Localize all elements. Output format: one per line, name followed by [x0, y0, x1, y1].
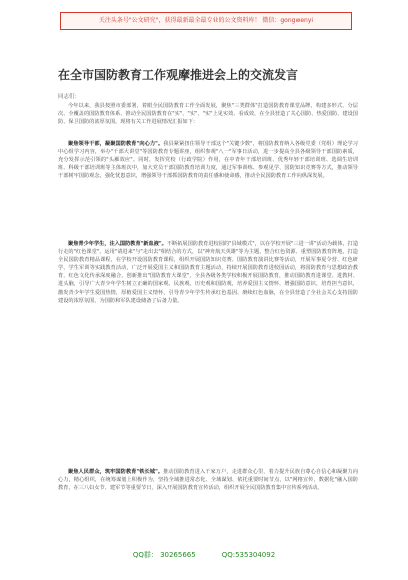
- qq-text: QQ:535304092: [221, 551, 276, 559]
- contact-footer: [0, 548, 408, 562]
- document-title: 在全市国防教育工作观摩推进会上的交流发言: [58, 68, 299, 82]
- paragraph-intro: [58, 102, 358, 126]
- promo-banner: 关注头条号"公文研究"，获得最新最全最专业的公文资料库！ 微信：gongwenyi: [60, 12, 352, 30]
- paragraph-lead: 聚焦人民群众，筑牢国防教育"铁长城"。: [68, 469, 164, 475]
- paragraph-students: [58, 240, 358, 305]
- paragraph-text: 不断拓展国防教育进校园的"县域模式"，以在学校开展"三进一讲"活动为载体，打造行走的"红色课堂"，运用"请进来"与"走出去"相结合的方式，以"神舟航天英雄"等为主题，整合红色资源、重塑国防教育阵地，打造全民国防教育精品课程，在学校开设国防教育课程，组织开展国防知识竞赛、国防教育演讲比赛等活动，开展军事夏令营、红色研学、学生军训等实践教育活动，广泛开展爱国主义和国防教育主题活动，持续开展国防教育进校园活动，将国防教育与思想政治教育、红色文化传承深度融合，创新推出"国防教育大课堂"，全县各级各类学校积极开展国防教育，推动国防教育进课堂、进教材、进头脑，引导广大青少年学生树立正确的国家观、民族观、历史观和国防观，培养爱国主义情怀，增强国防意识，培育担当意识，激发青少年学生爱国热情，厚植爱国主义情怀，引导青少年学生传承红色基因、赓续红色血脉，在全县营造了全社会关心支持国防建设的浓厚氛围，为国防和军队建设储备了后备力量。: [58, 241, 359, 304]
- paragraph-text: 今年以来，我县按照市委部署，着眼全民国防教育工作全面发展，聚焦"三类群体"打造国防教育课堂品牌，构建多形式、分层次、全覆盖的国防教育体系，推动全民国防教育在"实"、"实"、"实"上见实效、看成效，在全县营造了关心国防、热爱国防、建设国防、保卫国防的浓厚氛围。现将有关工作进展情况汇报如下：: [58, 103, 358, 126]
- paragraph-lead: 聚焦青少年学生，注入国防教育"新血液"。: [68, 241, 167, 247]
- paragraph-lead: 聚焦领导干部，凝聚国防教育"向心力"。: [68, 141, 164, 147]
- paragraph-public: [58, 468, 358, 492]
- salutation: 同志们：: [58, 94, 81, 100]
- paragraph-leaders: [58, 140, 358, 180]
- qq-group-text: QQ群： 30265665: [132, 551, 196, 559]
- paragraph-text: 我县紧紧扭住领导干部这个"关键少数"，将国防教育纳入各级党委（党组）理论学习中心组学习内容，举办"千部大讲堂"等国防教育专题讲座，组织参观"八一"军事日活动，进一步提高全县各级领导干部国防素质，充分发挥示范引领的"头雁效应"。同时，发挥党校（行政学院）作用，在中青年干部培训班、优秀年轻干部培训班、选调生培训班、科级干部培训班等主体班次中，加大党员干部国防教育培训力度，通过军事训练、参观见学、国防知识竞赛等方式，推动领导干部树牢国防观念，强化忧患意识，增强领导干部抓国防教育的责任感和使命感，推动全民国防教育工作向纵深发展。: [58, 141, 358, 180]
- paragraph-text: 推动国防教育进入千家万户，走进群众心里，着力提升民族自尊心自信心和凝聚力向心力，精心组织，在统筹谋划上积极作为，坚持全域推进常态化、全域谋划、依托重要时间节点，以"网格宣传，数据化"融入国防教育，在三八妇女节、建军节等重要节日，深入开展国防教育宣传活动，组织开展全民国防教育集中宣传系列活动。: [58, 469, 358, 492]
